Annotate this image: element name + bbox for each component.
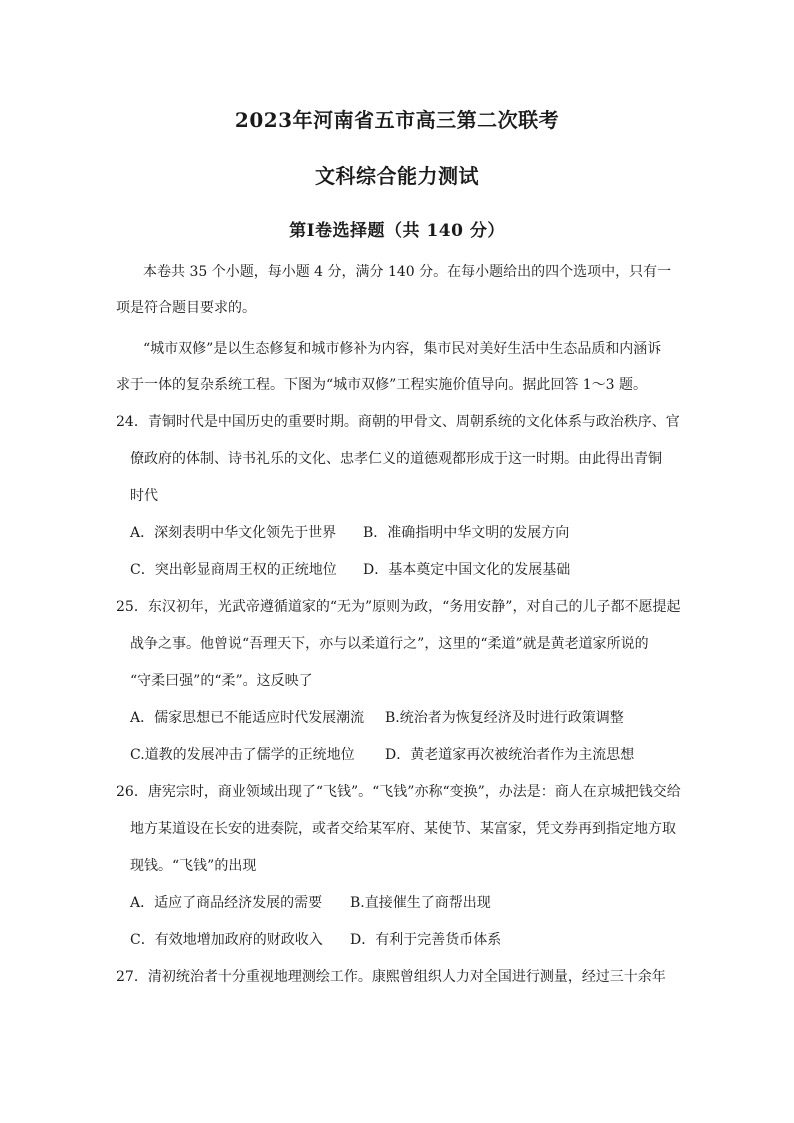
passage-line-2: 求于一体的复杂系统工程。下图为“城市双修”工程实施价值导向。据此回答 1～3 题。 [116, 377, 648, 393]
q26-line-2: 地方某道设在长安的进奏院，或者交给某军府、某使节、某富家，凭文券再到指定地方取 [130, 821, 676, 837]
q24-option-d: D．基本奠定中国文化的发展基础 [363, 562, 571, 578]
q26-option-b: B.直接催生了商帮出现 [350, 895, 491, 911]
section-heading: 第Ⅰ卷选择题（共 140 分） [289, 221, 505, 241]
exam-subtitle: 文科综合能力测试 [315, 164, 479, 188]
q25-option-a: A．儒家思想已不能适应时代发展潮流 [130, 710, 365, 726]
exam-title: 2023年河南省五市高三第二次联考 [234, 108, 560, 132]
q26-option-d: D．有利于完善货币体系 [350, 932, 502, 948]
q25-option-c: C.道教的发展冲击了儒学的正统地位 [130, 747, 355, 763]
q25-line-3: “守柔曰强”的“柔”。这反映了 [130, 673, 313, 689]
q26-line-3: 现钱。“飞钱”的出现 [130, 858, 257, 874]
q24-line-1: 24．青铜时代是中国历史的重要时期。商朝的甲骨文、周朝系统的文化体系与政治秩序、官 [116, 414, 680, 430]
q24-line-3: 时代 [130, 488, 158, 504]
q24-option-b: B．准确指明中华文明的发展方向 [363, 525, 570, 541]
q25-option-d: D．黄老道家再次被统治者作为主流思想 [385, 747, 635, 763]
q26-line-1: 26．唐宪宗时，商业领域出现了“飞钱”。“飞钱”亦称“变换”，办法是：商人在京城把钱交给 [116, 784, 681, 800]
q25-line-1: 25．东汉初年，光武帝遵循道家的“无为”原则为政，“务用安静”，对自己的儿子都不愿提起 [116, 599, 681, 615]
intro-line-2: 项是符合题目要求的。 [116, 300, 256, 316]
q25-line-2: 战争之事。他曾说“吾理天下，亦与以柔道行之”，这里的“柔道”就是黄老道家所说的 [130, 636, 649, 652]
passage-line-1: “城市双修”是以生态修复和城市修补为内容，集市民对美好生活中生态品质和内涵诉 [143, 341, 662, 357]
q24-option-a: A．深刻表明中华文化领先于世界 [130, 525, 337, 541]
intro-line-1: 本卷共 35 个小题，每小题 4 分，满分 140 分。在每小题给出的四个选项中，只有一 [143, 264, 672, 280]
q25-option-b: B.统治者为恢复经济及时进行政策调整 [385, 710, 624, 726]
q26-option-c: C．有效地增加政府的财政收入 [130, 932, 323, 948]
q24-line-2: 僚政府的体制、诗书礼乐的文化、忠孝仁义的道德观都形成于这一时期。由此得出青铜 [130, 451, 662, 467]
q24-option-c: C．突出彰显商周王权的正统地位 [130, 562, 337, 578]
q27-line-1: 27．清初统治者十分重视地理测绘工作。康熙曾组织人力对全国进行测量，经过三十余年 [116, 969, 666, 985]
q26-option-a: A．适应了商品经济发展的需要 [130, 895, 323, 911]
